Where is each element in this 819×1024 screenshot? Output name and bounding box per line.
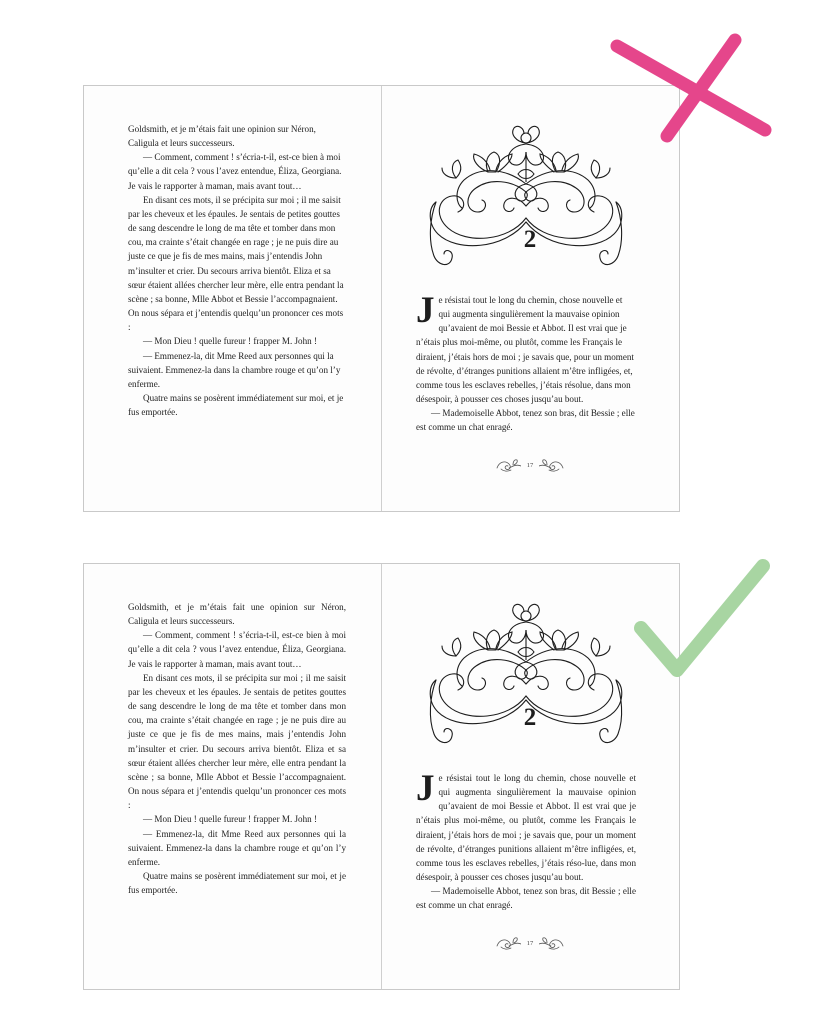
paragraph: — Mon Dieu ! quelle fureur ! frapper M. John !	[143, 336, 317, 347]
paragraph: — Emmenez-la, dit Mme Reed aux personnes qui la suivaient. Emmenez-la dans la chambre rouge et qu’on l’y enferme.	[128, 350, 341, 389]
left-page-text	[128, 122, 346, 419]
chapter-number: 2	[523, 704, 537, 731]
page-footer	[381, 936, 679, 950]
paragraph: — Comment, comment ! s’écria-t-il, est-ce bien à moi qu’elle a dit cela ? vous l’avez entendue, Éliza, Georgiana. Je vais le rapporter à maman, mais avant tout…	[128, 152, 342, 191]
paragraph: Je résistai tout le long du chemin, chose nouvelle et qui augmenta singulièrement la mauvaise opinion qu’avaient de moi Bessie et Abbot. Il est vrai que je n’étais plus moi-même, ou plutôt, comme les Français le diraient, j’étais hors de moi ; je savais que, pour un moment de révolte, d’étranges punitions allaient m’être infligées, et, comme tous les esclaves rebelles, j’étais résolue, dans mon désespoir, à pousser ces choses jusqu’au bout.	[416, 290, 634, 405]
paragraph: En disant ces mots, il se précipita sur moi ; il me saisit par les cheveux et les épaules. Je sentais de petites gouttes de sang descendre le long de ma tête et tomber dans mon cou, ma crainte s’était changée en rage ; je ne puis dire au juste ce que je fis de mes mains, mais j’entendis John m’insulter et crier. Du secours arriva bientôt. Eliza et sa sœur étaient allées chercher leur mère, elle entra pendant la scène ; sa bonne, Mlle Abbot et Bessie l’accompagnaient. On nous sépara et j’entendis quelqu’un prononcer ces mots :	[128, 672, 346, 811]
paragraph: — Mademoiselle Abbot, tenez son bras, dit Bessie ; elle est comme un chat enragé.	[416, 886, 636, 911]
paragraph: — Emmenez-la, dit Mme Reed aux personnes qui la suivaient. Emmenez-la dans la chambre rouge et qu’on l’y enferme.	[128, 828, 346, 867]
folio-ornament-icon	[539, 936, 565, 950]
folio-ornament-icon	[539, 458, 565, 472]
left-page	[84, 86, 382, 511]
paragraph: Goldsmith, et je m’étais fait une opinion sur Néron, Caligula et leurs successeurs.	[128, 124, 316, 149]
paragraph: Goldsmith, et je m’étais fait une opinion sur Néron, Caligula et leurs successeurs.	[128, 602, 346, 627]
right-page-text	[416, 290, 636, 435]
page-number: 17	[526, 461, 534, 469]
paragraph: — Mon Dieu ! quelle fureur ! frapper M. John !	[143, 814, 317, 825]
paragraph: Quatre mains se posèrent immédiatement sur moi, et je fus emportée.	[128, 392, 344, 418]
paragraph: Quatre mains se posèrent immédiatement sur moi, et je fus emportée.	[128, 870, 346, 896]
book-spread-bottom	[83, 563, 680, 990]
page-number: 17	[526, 939, 534, 947]
paragraph: Je résistai tout le long du chemin, chose nouvelle et qui augmenta singulièrement la mauvaise opinion qu’avaient de moi Bessie et Abbot. Il est vrai que je n’étais plus moi-même, ou plutôt, comme les Français le diraient, j’étais hors de moi ; je savais que, pour un moment de révolte, d’étranges punitions allaient m’être infligées, et, comme tous les esclaves rebelles, j’étais réso-lue, dans mon désespoir, à pousser ces choses jusqu’au bout.	[416, 768, 636, 883]
right-page-text	[416, 768, 636, 913]
chapter-number: 2	[523, 226, 537, 253]
folio-ornament-icon	[495, 458, 521, 472]
cross-mark-icon	[605, 30, 780, 145]
drop-cap: J	[416, 768, 435, 809]
check-mark-icon	[625, 548, 775, 688]
paragraph: — Mademoiselle Abbot, tenez son bras, dit Bessie ; elle est comme un chat enragé.	[416, 408, 635, 433]
right-page	[381, 86, 679, 511]
folio-ornament-icon	[495, 936, 521, 950]
paragraph: — Comment, comment ! s’écria-t-il, est-ce bien à moi qu’elle a dit cela ? vous l’avez entendue, Éliza, Georgiana. Je vais le rapporter à maman, mais avant tout…	[128, 630, 346, 669]
page-footer	[381, 458, 679, 472]
left-page-text	[128, 600, 346, 897]
book-spread-top	[83, 85, 680, 512]
drop-cap: J	[416, 290, 435, 331]
paragraph: En disant ces mots, il se précipita sur moi ; il me saisit par les cheveux et les épaules. Je sentais de petites gouttes de sang descendre le long de ma tête et tomber dans mon cou, ma crainte s’était changée en rage ; je ne puis dire au juste ce que je fis de mes mains, mais j’entendis John m’insulter et crier. Du secours arriva bientôt. Eliza et sa sœur étaient allées chercher leur mère, elle entra pendant la scène ; sa bonne, Mlle Abbot et Bessie l’accompagnaient. On nous sépara et j’entendis quelqu’un prononcer ces mots :	[128, 194, 344, 333]
left-page	[84, 564, 382, 989]
